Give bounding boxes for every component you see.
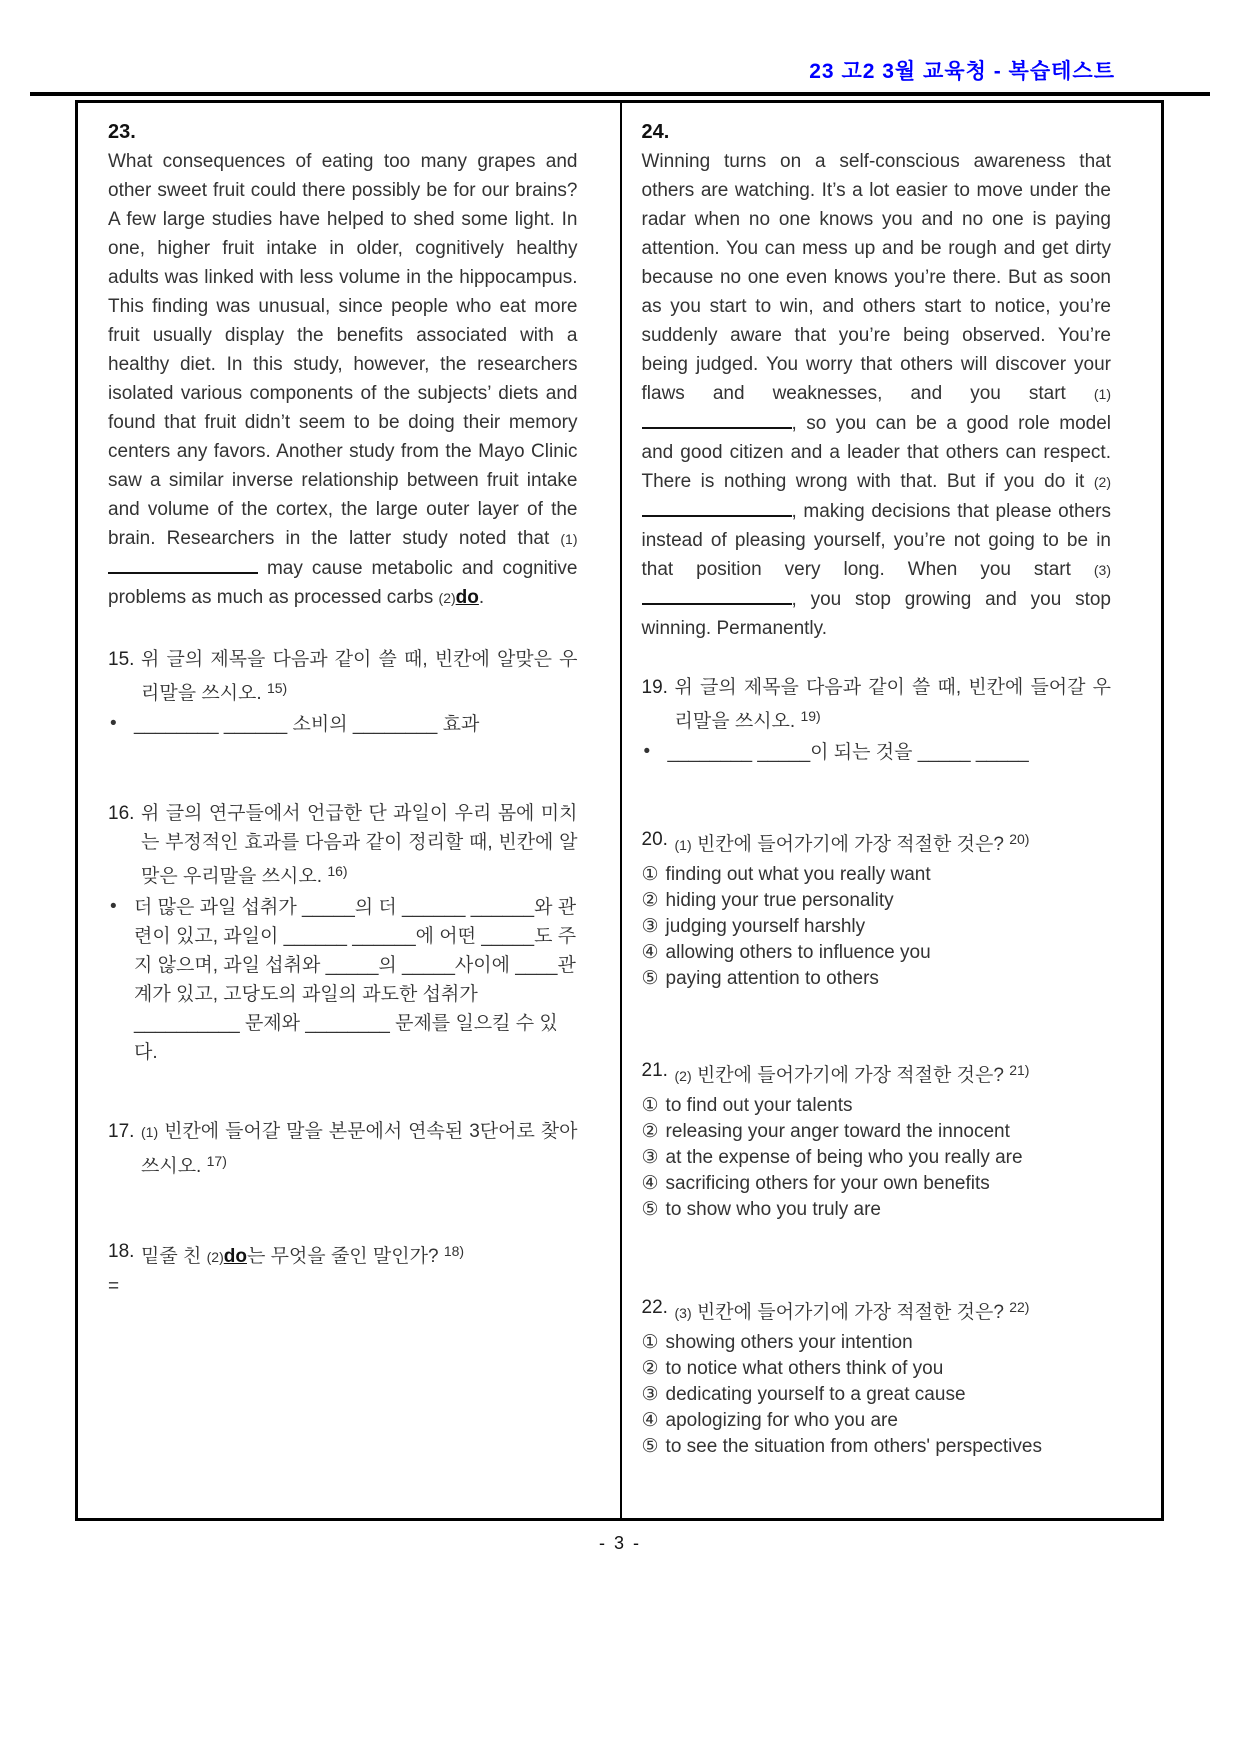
question-18-text-pre: 밑줄 친: [141, 1246, 207, 1267]
option-choice: [642, 862, 1112, 888]
question-20: [642, 825, 1112, 860]
question-21-number: 21.: [641, 1060, 668, 1081]
page-header-title: 23 고2 3월 교육청 - 복습테스트: [809, 60, 1115, 83]
option-choice: [642, 1171, 1112, 1197]
option-label: paying attention to others: [665, 968, 879, 989]
question-16-summary-line: [108, 893, 578, 1067]
bullet-dot: •: [643, 741, 651, 762]
option-label: to show who you truly are: [665, 1199, 881, 1220]
option-label: to notice what others think of you: [665, 1358, 944, 1379]
option-label: allowing others to influence you: [665, 942, 931, 963]
right-column: [620, 103, 1162, 1518]
option-choice: [642, 1408, 1112, 1434]
question-15: [108, 645, 578, 708]
question-18-equals-answer-line: =: [108, 1276, 120, 1297]
question-16: [108, 799, 578, 891]
option-choice: [642, 1330, 1112, 1356]
question-22: [642, 1293, 1112, 1328]
passage-24-seg4: , you stop growing and you stop winning. Permanently.: [641, 589, 1111, 639]
option-choice: [642, 1356, 1112, 1382]
header-divider-rule: [30, 92, 1210, 96]
question-17-footnote-ref: 17): [206, 1153, 227, 1169]
question-20-blank-marker: (1): [674, 837, 692, 853]
circled-number: ④: [641, 1410, 659, 1431]
circled-number: ①: [641, 1332, 659, 1353]
question-20-text: 빈칸에 들어가기에 가장 적절한 것은?: [696, 834, 1004, 855]
question-20-number: 20.: [641, 829, 668, 850]
question-16-number: 16.: [108, 803, 135, 824]
option-label: finding out what you really want: [665, 864, 931, 885]
option-choice: [642, 940, 1112, 966]
option-choice: [642, 1093, 1112, 1119]
option-choice: [642, 966, 1112, 992]
question-18-underlined-do: do: [223, 1246, 247, 1267]
passage-24-answer-blank-1: [642, 414, 792, 429]
question-15-number: 15.: [108, 649, 135, 670]
option-label: judging yourself harshly: [665, 916, 866, 937]
question-22-text: 빈칸에 들어가기에 가장 적절한 것은?: [696, 1302, 1004, 1323]
question-19: [642, 673, 1112, 736]
circled-number: ⑤: [641, 968, 659, 989]
option-choice: [642, 1197, 1112, 1223]
option-label: sacrificing others for your own benefits: [665, 1173, 990, 1194]
left-column: [78, 103, 620, 1518]
question-17-blank-marker: (1): [141, 1124, 159, 1140]
passage-23-number: 23.: [108, 121, 136, 143]
circled-number: ③: [641, 916, 659, 937]
question-21-text: 빈칸에 들어가기에 가장 적절한 것은?: [696, 1065, 1004, 1086]
option-label: at the expense of being who you really are: [665, 1147, 1023, 1168]
bullet-dot: •: [110, 713, 117, 734]
question-19-footnote-ref: 19): [800, 708, 821, 724]
passage-23-seg1: What consequences of eating too many grapes and other sweet fruit could there possibly be for our brains? A few large studies have helped to shed some light. In one, higher fruit intake in older, cognitively healthy adults was linked with less volume in the hippocampus. This finding was unusual, since people who eat more fruit usually display the benefits associated with a healthy diet. In this study, however, the researchers isolated various components of the subjects’ diets and found that fruit didn’t seem to be doing their memory centers any favors. Another study from the Mayo Clinic saw a similar inverse relationship between fruit intake and volume of the cortex, the large outer layer of the brain. Researchers in the latter study noted that: [108, 151, 578, 549]
passage-23-seg2: may cause metabolic and cognitive problems as much as processed carbs: [108, 558, 578, 608]
passage-24-blank3-marker: (3): [1093, 562, 1111, 578]
passage-23-blank1-marker: (1): [560, 531, 578, 547]
circled-number: ⑤: [641, 1199, 659, 1220]
option-choice: [642, 914, 1112, 940]
circled-number: ③: [641, 1147, 659, 1168]
circled-number: ②: [641, 1358, 659, 1379]
question-22-number: 22.: [641, 1297, 668, 1318]
question-16-text: 위 글의 연구들에서 언급한 단 과일이 우리 몸에 미치는 부정적인 효과를 다음과 같이 정리할 때, 빈칸에 알맞은 우리말을 쓰시오.: [141, 803, 578, 887]
option-label: apologizing for who you are: [665, 1410, 898, 1431]
option-label: showing others your intention: [665, 1332, 913, 1353]
question-21: [642, 1056, 1112, 1091]
passage-24-seg2: , so you can be a good role model and good citizen and a leader that others can respect. There is nothing wrong with that. But if you do it: [641, 413, 1111, 492]
question-19-number: 19.: [641, 677, 668, 698]
circled-number: ②: [641, 890, 659, 911]
option-label: to see the situation from others' perspectives: [665, 1436, 1042, 1457]
question-21-footnote-ref: 21): [1009, 1062, 1030, 1078]
question-22-blank-marker: (3): [674, 1305, 692, 1321]
option-label: dedicating yourself to a great cause: [665, 1384, 966, 1405]
question-18-footnote-ref: 18): [443, 1243, 465, 1259]
passage-24-seg1: Winning turns on a self-conscious awareness that others are watching. It’s a lot easier to move under the radar when no one knows you and no one is paying attention. You can mess up and be rough and get dirty because no one even knows you’re there. But as soon as you start to win, and others start to notice, you’re suddenly aware that you’re being observed. You’re being judged. You worry that others will discover your flaws and weaknesses, and you start: [641, 151, 1111, 404]
question-16-footnote-ref: 16): [327, 863, 348, 879]
question-19-blanks-text: ________ _____이 되는 것을 _____ _____: [667, 742, 1029, 763]
circled-number: ①: [641, 1095, 659, 1116]
question-18-text-post: 는 무엇을 줄인 말인가?: [246, 1246, 439, 1267]
passage-23-do-marker: (2): [438, 590, 456, 606]
passage-24-blank1-marker: (1): [1093, 386, 1111, 402]
circled-number: ⑤: [641, 1436, 659, 1457]
passage-24-number: 24.: [641, 121, 670, 143]
passage-23-seg3: .: [478, 587, 485, 608]
passage-23-answer-blank-1: [108, 559, 258, 574]
question-16-blanks-text: 더 많은 과일 섭취가 _____의 더 ______ ______와 관련이 있고, 과일이 ______ ______에 어떤 _____도 주지 않으며, 과일 섭취와 _____의 _____사이에 ____관계가 있고, 고당도의 과일의 과도한 섭취가 __________ 문제와 ________ 문제를 일으킬 수 있다.: [134, 897, 577, 1063]
option-choice: [642, 1119, 1112, 1145]
question-19-text: 위 글의 제목을 다음과 같이 쓸 때, 빈칸에 들어갈 우리말을 쓰시오.: [674, 677, 1111, 732]
circled-number: ②: [641, 1121, 659, 1142]
question-17: [108, 1117, 578, 1181]
passage-23-text: [108, 147, 578, 613]
question-18: [108, 1237, 578, 1272]
option-choice: [642, 888, 1112, 914]
option-label: to find out your talents: [665, 1095, 853, 1116]
page-number: - 3 -: [598, 1533, 641, 1553]
question-15-answer-line: [108, 710, 578, 739]
question-20-footnote-ref: 20): [1009, 831, 1030, 847]
option-choice: [642, 1434, 1112, 1460]
question-21-options: [642, 1093, 1112, 1223]
passage-23-underlined-do: do: [455, 587, 479, 608]
question-20-options: [642, 862, 1112, 992]
option-label: releasing your anger toward the innocent: [665, 1121, 1010, 1142]
question-15-footnote-ref: 15): [266, 680, 288, 696]
passage-24-answer-blank-3: [642, 590, 792, 605]
content-frame: [75, 100, 1164, 1521]
passage-24-blank2-marker: (2): [1093, 474, 1111, 490]
passage-24-text: [642, 147, 1112, 643]
question-22-footnote-ref: 22): [1009, 1299, 1030, 1315]
option-label: hiding your true personality: [665, 890, 894, 911]
circled-number: ①: [641, 864, 659, 885]
question-15-blanks-text: ________ ______ 소비의 ________ 효과: [134, 714, 480, 735]
question-18-do-marker: (2): [206, 1249, 224, 1265]
passage-24-answer-blank-2: [642, 502, 792, 517]
circled-number: ④: [641, 1173, 659, 1194]
circled-number: ④: [641, 942, 659, 963]
option-choice: [642, 1145, 1112, 1171]
passage-24-seg3: , making decisions that please others instead of pleasing yourself, you’re not going to be in that position very long. When you start: [641, 501, 1111, 580]
circled-number: ③: [641, 1384, 659, 1405]
bullet-dot: •: [110, 896, 117, 917]
question-15-text: 위 글의 제목을 다음과 같이 쓸 때, 빈칸에 알맞은 우리말을 쓰시오.: [141, 649, 578, 704]
question-22-options: [642, 1330, 1112, 1460]
question-19-answer-line: [642, 738, 1112, 767]
question-17-number: 17.: [108, 1121, 135, 1142]
question-21-blank-marker: (2): [674, 1068, 692, 1084]
option-choice: [642, 1382, 1112, 1408]
question-17-text: 빈칸에 들어갈 말을 본문에서 연속된 3단어로 찾아 쓰시오.: [141, 1121, 578, 1177]
question-18-number: 18.: [108, 1241, 135, 1262]
